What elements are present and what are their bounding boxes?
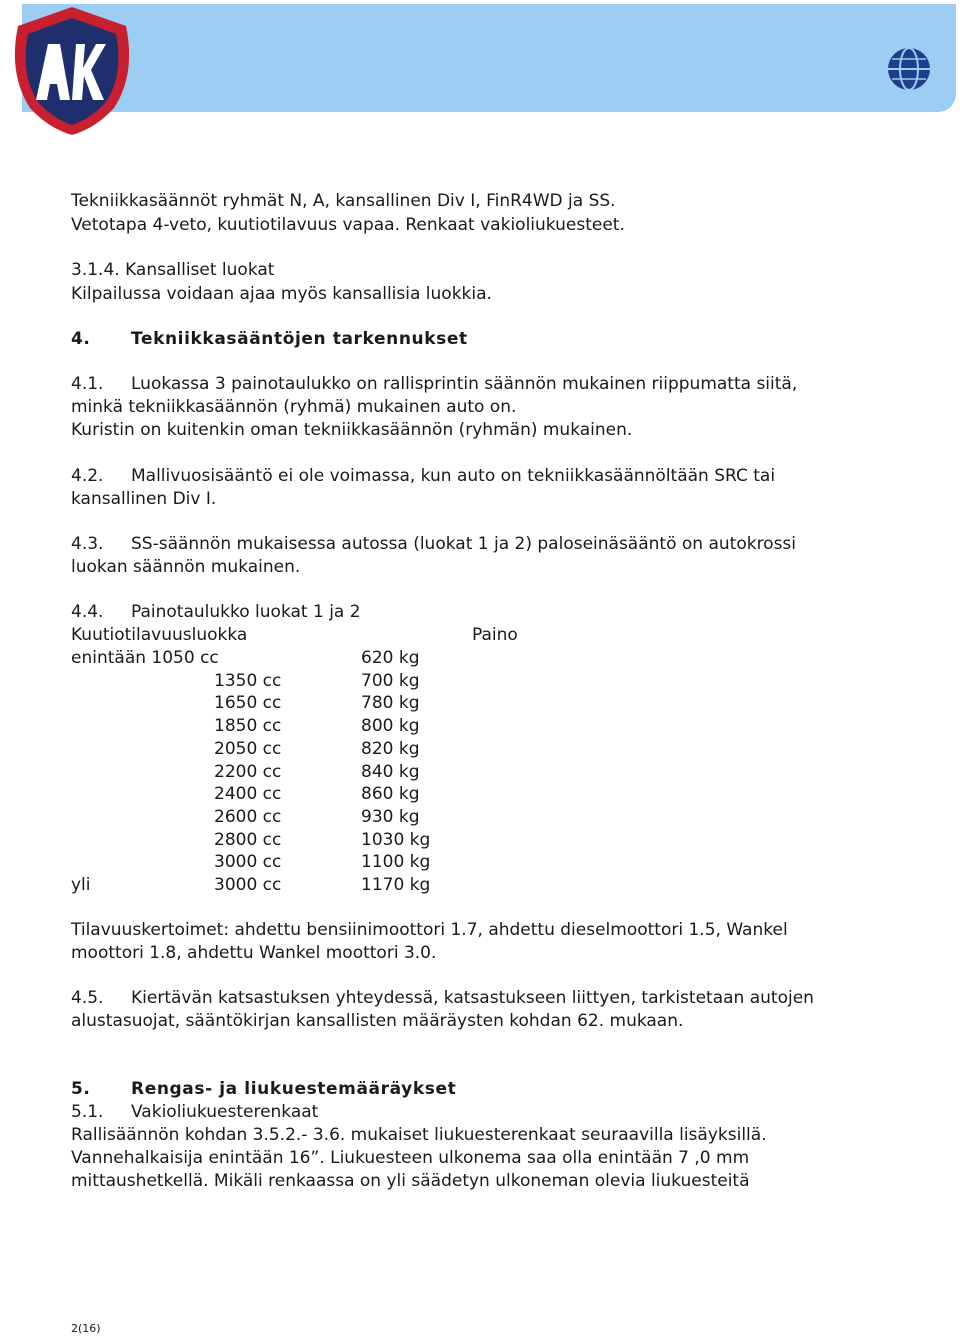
paragraph-line: Kuristin on kuitenkin oman tekniikkasäännön (ryhmän) mukainen.	[71, 420, 633, 440]
table-title: Painotaulukko luokat 1 ja 2	[131, 602, 361, 622]
section-4-5	[71, 987, 814, 1009]
row-displacement: 2400 cc	[214, 784, 282, 805]
header-weight: Paino	[472, 625, 518, 645]
header-class: Kuutiotilavuusluokka	[71, 625, 248, 645]
paragraph-line: mittaushetkellä. Mikäli renkaassa on yli säädetyn ulkoneman olevia liukuesteitä	[71, 1171, 750, 1191]
coefficients-line: moottori 1.8, ahdettu Wankel moottori 3.0.	[71, 943, 437, 963]
row-displacement: 2600 cc	[214, 806, 282, 827]
page-number: 2(16)	[71, 1322, 101, 1335]
row-weight: 1030 kg	[361, 829, 431, 850]
table-row	[71, 874, 431, 896]
row-weight: 860 kg	[361, 784, 420, 805]
row-displacement: 1850 cc	[214, 716, 282, 737]
row-weight: 780 kg	[361, 693, 420, 714]
section-number: 5.	[71, 1079, 91, 1099]
table-header	[71, 624, 518, 646]
section-number: 4.	[71, 329, 91, 349]
table-row	[71, 647, 420, 669]
section-3-1-4-heading: 3.1.4. Kansalliset luokat	[71, 260, 275, 280]
paragraph-line: Rallisäännön kohdan 3.5.2.- 3.6. mukaiset liukuesterenkaat seuraavilla lisäyksillä.	[71, 1125, 767, 1145]
row-weight: 620 kg	[361, 648, 420, 668]
section-number: 5.1.	[71, 1102, 104, 1122]
header-band	[22, 4, 956, 112]
section-number: 4.4.	[71, 602, 104, 622]
section-4-4	[71, 601, 361, 623]
paragraph-line: Luokassa 3 painotaulukko on rallisprintin säännön mukainen riippumatta siitä,	[131, 374, 798, 394]
row-weight: 700 kg	[361, 670, 420, 691]
section-5-1	[71, 1101, 318, 1123]
paragraph-line: kansallinen Div I.	[71, 489, 217, 509]
coefficients-line: Tilavuuskertoimet: ahdettu bensiinimoottori 1.7, ahdettu dieselmoottori 1.5, Wankel	[71, 920, 788, 940]
row-prefix: yli	[71, 875, 91, 895]
section-number: 4.5.	[71, 988, 104, 1008]
section-number: 4.1.	[71, 374, 104, 394]
row-weight: 820 kg	[361, 738, 420, 759]
intro-line: Tekniikkasäännöt ryhmät N, A, kansallinen Div I, FinR4WD ja SS.	[71, 191, 616, 211]
row-displacement: 1650 cc	[214, 693, 282, 714]
paragraph-line: minkä tekniikkasäännön (ryhmä) mukainen auto on.	[71, 397, 517, 417]
section-title: Rengas- ja liukuestemääräykset	[131, 1079, 457, 1099]
section-3-1-4-text: Kilpailussa voidaan ajaa myös kansallisia luokkia.	[71, 284, 492, 304]
section-4-2	[71, 465, 775, 487]
row-displacement: 2200 cc	[214, 761, 282, 782]
row-displacement: 2800 cc	[214, 829, 282, 850]
row-weight: 800 kg	[361, 716, 420, 737]
section-5-heading	[71, 1078, 456, 1100]
paragraph-line: Vannehalkaisija enintään 16”. Liukuesteen ulkonema saa olla enintään 7 ,0 mm	[71, 1148, 750, 1168]
akk-logo	[6, 4, 138, 138]
row-displacement: 2050 cc	[214, 738, 282, 759]
section-4-1	[71, 373, 797, 395]
row-displacement: 3000 cc	[214, 852, 282, 873]
row-displacement: 1350 cc	[214, 670, 282, 691]
intro-line: Vetotapa 4-veto, kuutiotilavuus vapaa. Renkaat vakioliukuesteet.	[71, 215, 625, 235]
paragraph-line: luokan säännön mukainen.	[71, 557, 301, 577]
section-number: 4.3.	[71, 534, 104, 554]
row-weight: 1170 kg	[361, 875, 431, 895]
fia-logo	[878, 46, 940, 92]
row-prefix: enintään 1050 cc	[71, 648, 219, 668]
paragraph-line: SS-säännön mukaisessa autossa (luokat 1 ja 2) paloseinäsääntö on autokrossi	[131, 534, 797, 554]
section-4-3	[71, 533, 796, 555]
section-title: Tekniikkasääntöjen tarkennukset	[131, 329, 468, 349]
subsection-title: Vakioliukuesterenkaat	[131, 1102, 319, 1122]
row-weight: 930 kg	[361, 806, 420, 827]
row-weight: 840 kg	[361, 761, 420, 782]
paragraph-line: alustasuojat, sääntökirjan kansallisten määräysten kohdan 62. mukaan.	[71, 1011, 684, 1031]
section-number: 4.2.	[71, 466, 104, 486]
row-weight: 1100 kg	[361, 852, 431, 873]
paragraph-line: Kiertävän katsastuksen yhteydessä, katsastukseen liittyen, tarkistetaan autojen	[131, 988, 814, 1008]
section-4-heading	[71, 328, 468, 350]
row-displacement: 3000 cc	[214, 875, 282, 895]
paragraph-line: Mallivuosisääntö ei ole voimassa, kun auto on tekniikkasäännöltään SRC tai	[131, 466, 776, 486]
